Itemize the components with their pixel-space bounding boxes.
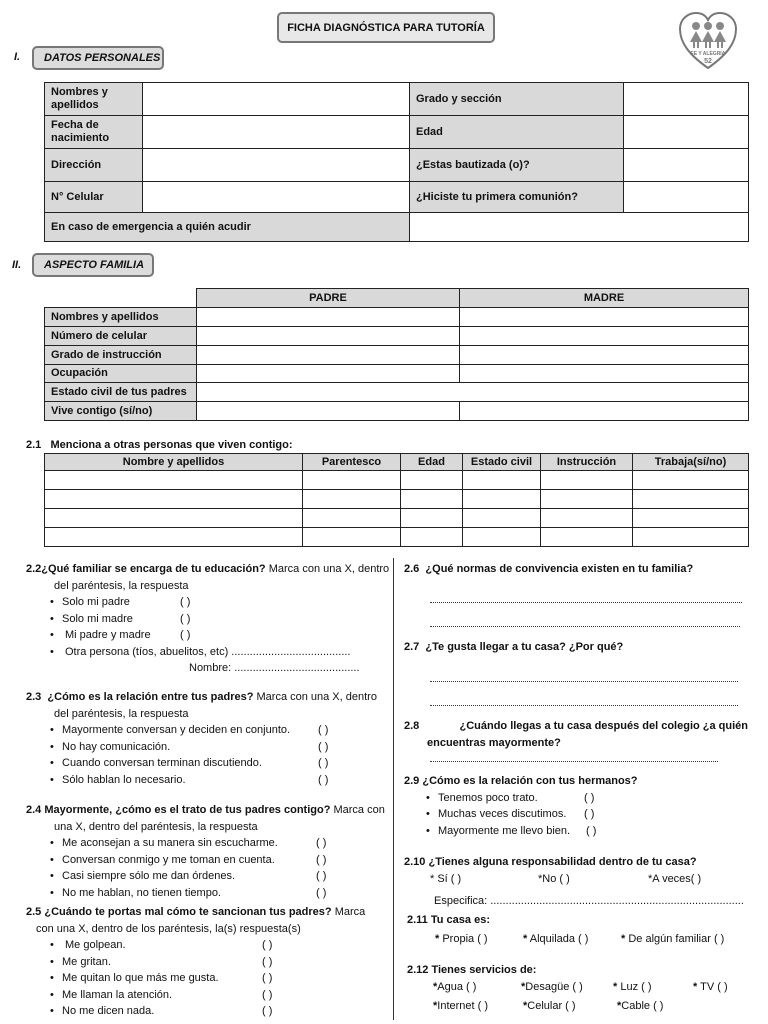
- q27-answer-line[interactable]: [430, 672, 738, 682]
- q212-option-tv[interactable]: TV ( ): [700, 980, 728, 993]
- col-trabaja: Trabaja(sí/no): [633, 454, 749, 471]
- q25-num: 2.5: [26, 906, 42, 918]
- q25-option: Me llaman la atención.: [62, 988, 173, 1001]
- school-logo-icon: [678, 12, 738, 70]
- q25-option: Me golpean.: [65, 939, 126, 951]
- q23-num: 2.3: [26, 691, 42, 703]
- q27-num: 2.7: [404, 641, 420, 653]
- family-row-label: Número de celular: [45, 327, 197, 346]
- col-instruccion: Instrucción: [541, 454, 633, 471]
- form-title: FICHA DIAGNÓSTICA PARA TUTORÍA: [277, 12, 495, 43]
- input-direccion[interactable]: [143, 149, 410, 182]
- q210-num: 2.10: [404, 856, 426, 868]
- col-nombre: Nombre y apellidos: [45, 454, 303, 471]
- estado-civil-cell[interactable]: [197, 383, 749, 402]
- q22-option: Solo mi madre: [62, 612, 133, 625]
- q23: 2.3 ¿Cómo es la relación entre tus padres? Marca con una X, dentro del paréntesis, la respuesta • Mayormente conversan y deciden en conjunto. ( ) • No hay comunicación. ( ) • Cuando conversan terminan discutiendo. ( ) • Sólo hablan lo necesario. ( ): [26, 689, 391, 788]
- col-edad: Edad: [401, 454, 463, 471]
- input-comunion[interactable]: [624, 182, 749, 213]
- q22-checkbox[interactable]: ( ): [180, 596, 191, 608]
- q25-checkbox[interactable]: ( ): [262, 988, 273, 1001]
- family-row-label: Nombres y apellidos: [45, 308, 197, 327]
- q21-heading: [26, 437, 293, 454]
- logo-text: FE Y ALEGRIA: [690, 51, 726, 57]
- label-emergencia: En caso de emergencia a quién acudir: [45, 213, 410, 242]
- label-bautizada: ¿Estas bautizada (o)?: [410, 149, 624, 182]
- input-edad[interactable]: [624, 116, 749, 149]
- q210: [404, 854, 748, 910]
- input-nombres[interactable]: [143, 83, 410, 116]
- q210-question: ¿Tienes alguna responsabilidad dentro de tu casa?: [428, 856, 697, 868]
- q22: 2.2¿Qué familiar se encarga de tu educación? Marca con una X, dentro del paréntesis, la respuesta • Solo mi padre ( ) • Solo mi madre ( ) • Mi padre y madre ( ) • Otra persona (tíos, abuelitos, etc) ....................................... Nombre: .........................................: [26, 561, 391, 677]
- q27: [404, 639, 748, 656]
- q22-option: Mi padre y madre: [65, 629, 151, 641]
- padre-cell[interactable]: [197, 346, 460, 365]
- section2-roman: II.: [12, 259, 22, 271]
- q27-question: ¿Te gusta llegar a tu casa? ¿Por qué?: [425, 641, 624, 653]
- q212-option-desague[interactable]: Desagüe ( ): [525, 980, 583, 993]
- q24-checkbox[interactable]: ( ): [316, 853, 327, 866]
- q210-option-aveces[interactable]: *A veces( ): [648, 872, 702, 885]
- q21-text: Menciona a otras personas que viven contigo:: [50, 439, 293, 451]
- q24-option: Conversan conmigo y me toman en cuenta.: [62, 853, 275, 866]
- q210-option-si[interactable]: * Sí ( ): [430, 872, 462, 885]
- input-celular[interactable]: [143, 182, 410, 213]
- q25-option: No me dicen nada.: [62, 1005, 155, 1017]
- q26-answer-line[interactable]: [430, 617, 740, 627]
- q25-checkbox[interactable]: ( ): [262, 939, 273, 951]
- q25-option: Me gritan.: [62, 955, 111, 968]
- col-estado-civil: Estado civil: [463, 454, 541, 471]
- q210-especifica[interactable]: Especifica: ...................................................................................: [434, 895, 744, 907]
- family-table: [44, 288, 749, 421]
- q23-option: Sólo hablan lo necesario.: [62, 773, 186, 786]
- padre-cell[interactable]: [197, 365, 460, 383]
- other-persons-table: [44, 453, 749, 547]
- q25-option: Me quitan lo que más me gusta.: [62, 972, 219, 984]
- q26-num: 2.6: [404, 563, 420, 575]
- q25-instruction: Marca: [331, 906, 366, 918]
- label-edad: Edad: [410, 116, 624, 149]
- q22-option: Otra persona (tíos, abuelitos, etc) .......................................: [65, 645, 351, 658]
- q24-option: Casi siempre sólo me dan órdenes.: [62, 870, 236, 882]
- q28: [404, 718, 748, 751]
- q22-question: ¿Qué familiar se encarga de tu educación?: [41, 563, 266, 575]
- q23-option: Mayormente conversan y deciden en conjunto.: [62, 724, 291, 736]
- q24-num: 2.4: [26, 804, 42, 816]
- madre-cell[interactable]: [460, 308, 749, 327]
- q24: 2.4 Mayormente, ¿cómo es el trato de tus padres contigo? Marca con una X, dentro del paréntesis, la respuesta • Me aconsejan a su manera sin escucharme. ( ) • Conversan conmigo y me toman en cuenta. ( ) • Casi siempre sólo me dan órdenes. ( ) • No me hablan, no tienen tiempo. ( ): [26, 802, 392, 901]
- q211-option-alquilada[interactable]: Alquilada ( ): [529, 932, 589, 945]
- input-fecha[interactable]: [143, 116, 410, 149]
- q211-option-propia[interactable]: Propia ( ): [442, 932, 488, 945]
- q211: 2.11 Tu casa es: * Propia ( ) * Alquilada ( ) * De algún familiar ( ): [407, 914, 725, 945]
- q22-checkbox[interactable]: ( ): [180, 612, 191, 625]
- q24-option: Me aconsejan a su manera sin escucharme.: [62, 837, 278, 849]
- q23-checkbox[interactable]: ( ): [318, 757, 329, 769]
- personal-data-table: [44, 82, 749, 242]
- q29-option: Tenemos poco trato.: [438, 791, 538, 804]
- q212-option-internet[interactable]: Internet ( ): [437, 999, 489, 1012]
- family-row-label: Grado de instrucción: [45, 346, 197, 365]
- q22-instruction2: del paréntesis, la respuesta: [54, 579, 189, 592]
- section1-title: DATOS PERSONALES: [32, 46, 164, 70]
- q24-instruction: Marca con: [330, 804, 385, 816]
- q23-option: Cuando conversan terminan discutiendo.: [62, 757, 262, 769]
- madre-cell[interactable]: [460, 327, 749, 346]
- q210-option-no[interactable]: *No ( ): [538, 872, 570, 885]
- q29-num: 2.9: [404, 775, 420, 787]
- q27-answer-line[interactable]: [430, 696, 738, 706]
- col-parentesco: Parentesco: [303, 454, 401, 471]
- q24-question: Mayormente, ¿cómo es el trato de tus padres contigo?: [44, 804, 331, 816]
- q22-checkbox[interactable]: ( ): [180, 629, 191, 641]
- q212-num: 2.12: [407, 964, 429, 976]
- madre-cell[interactable]: [460, 365, 749, 383]
- q211-option-familiar[interactable]: De algún familiar ( ): [628, 932, 725, 945]
- table-row[interactable]: [45, 471, 749, 490]
- column-divider: [393, 558, 394, 1020]
- q26: [404, 561, 748, 578]
- q212-question: Tienes servicios de:: [431, 964, 537, 976]
- q29-checkbox[interactable]: ( ): [586, 824, 597, 837]
- q22-nombre[interactable]: Nombre: .........................................: [189, 662, 360, 674]
- q26-question: ¿Qué normas de convivencia existen en tu familia?: [425, 563, 694, 575]
- q25-question: ¿Cuándo te portas mal cómo te sancionan tus padres?: [44, 906, 332, 918]
- table-row[interactable]: [45, 528, 749, 547]
- q29-option: Mayormente me llevo bien.: [438, 824, 571, 837]
- q24-checkbox[interactable]: ( ): [316, 886, 327, 899]
- label-celular: N° Celular: [45, 182, 143, 213]
- q28-question2: encuentras mayormente?: [427, 736, 561, 749]
- q23-option: No hay comunicación.: [62, 740, 171, 753]
- q211-num: 2.11: [407, 914, 428, 926]
- label-comunion: ¿Hiciste tu primera comunión?: [410, 182, 624, 213]
- q25-checkbox[interactable]: ( ): [262, 955, 273, 968]
- q212: 2.12 Tienes servicios de: *Agua ( ) *Desagüe ( ) * Luz ( ) * TV ( ) *Internet ( ) *Celular ( ) *Cable ( ): [407, 964, 728, 1012]
- q23-checkbox[interactable]: ( ): [318, 740, 329, 753]
- q25: 2.5 ¿Cuándo te portas mal cómo te sancionan tus padres? Marca con una X, dentro de los paréntesis, la(s) respuesta(s) • Me golpean. ( ) • Me gritan. ( ) • Me quitan lo que más me gusta. ( ) • Me llaman la atención. ( ) • No me dicen nada. ( ): [26, 904, 392, 1020]
- section1-roman: I.: [14, 51, 21, 63]
- q29-option: Muchas veces discutimos.: [438, 808, 567, 820]
- q26-answer-line[interactable]: [430, 593, 742, 603]
- q23-checkbox[interactable]: ( ): [318, 773, 329, 786]
- madre-cell[interactable]: [460, 402, 749, 421]
- q24-instruction2: una X, dentro del paréntesis, la respuesta: [54, 820, 258, 833]
- input-emergencia[interactable]: [410, 213, 749, 242]
- label-fecha: Fecha de nacimiento: [45, 116, 143, 149]
- madre-cell[interactable]: [460, 346, 749, 365]
- input-bautizada[interactable]: [624, 149, 749, 182]
- q23-question: ¿Cómo es la relación entre tus padres?: [47, 691, 254, 703]
- table-row[interactable]: [45, 509, 749, 528]
- q23-checkbox[interactable]: ( ): [318, 724, 329, 736]
- q24-option: No me hablan, no tienen tiempo.: [62, 886, 221, 899]
- label-direccion: Dirección: [45, 149, 143, 182]
- q212-option-agua[interactable]: Agua ( ): [437, 980, 477, 993]
- q29-checkbox[interactable]: ( ): [584, 808, 595, 820]
- section2-title: ASPECTO FAMILIA: [32, 253, 154, 277]
- q212-option-cable[interactable]: Cable ( ): [621, 999, 664, 1012]
- table-row[interactable]: [45, 490, 749, 509]
- input-grado[interactable]: [624, 83, 749, 116]
- family-row-label: Ocupación: [45, 365, 197, 383]
- family-row-label: Estado civil de tus padres: [45, 383, 197, 402]
- label-grado: Grado y sección: [410, 83, 624, 116]
- padre-cell[interactable]: [197, 308, 460, 327]
- q25-instruction2: con una X, dentro de los paréntesis, la(s) respuesta(s): [36, 922, 301, 935]
- family-row-label: Vive contigo (sí/no): [45, 402, 197, 421]
- q23-instruction: Marca con una X, dentro: [253, 691, 377, 703]
- col-padre: PADRE: [197, 289, 460, 308]
- q28-answer-line[interactable]: [430, 752, 718, 762]
- q22-num: 2.2: [26, 563, 42, 575]
- q23-instruction2: del paréntesis, la respuesta: [54, 707, 189, 720]
- q22-option: Solo mi padre: [62, 596, 130, 608]
- logo-number: 52: [704, 58, 712, 65]
- q211-question: Tu casa es:: [430, 914, 490, 926]
- padre-cell[interactable]: [197, 327, 460, 346]
- q28-question: ¿Cuándo llegas a tu casa después del colegio ¿a quién: [459, 720, 748, 732]
- padre-cell[interactable]: [197, 402, 460, 421]
- q24-checkbox[interactable]: ( ): [316, 837, 327, 849]
- label-nombres: Nombres y apellidos: [45, 83, 143, 116]
- q29-question: ¿Cómo es la relación con tus hermanos?: [422, 775, 638, 787]
- q29: 2.9 ¿Cómo es la relación con tus hermanos? • Tenemos poco trato. ( ) • Muchas veces discutimos. ( ) • Mayormente me llevo bien. ( ): [404, 773, 748, 839]
- q25-checkbox[interactable]: ( ): [262, 972, 273, 984]
- q212-option-celular[interactable]: Celular ( ): [527, 999, 576, 1012]
- q212-option-luz[interactable]: Luz ( ): [620, 980, 652, 993]
- q24-checkbox[interactable]: ( ): [316, 870, 327, 882]
- q29-checkbox[interactable]: ( ): [584, 791, 595, 804]
- q22-instruction: Marca con una X, dentro: [265, 563, 390, 575]
- col-madre: MADRE: [460, 289, 749, 308]
- q28-num: 2.8: [404, 720, 420, 732]
- q21-num: 2.1: [26, 439, 42, 451]
- q25-checkbox[interactable]: ( ): [262, 1005, 273, 1017]
